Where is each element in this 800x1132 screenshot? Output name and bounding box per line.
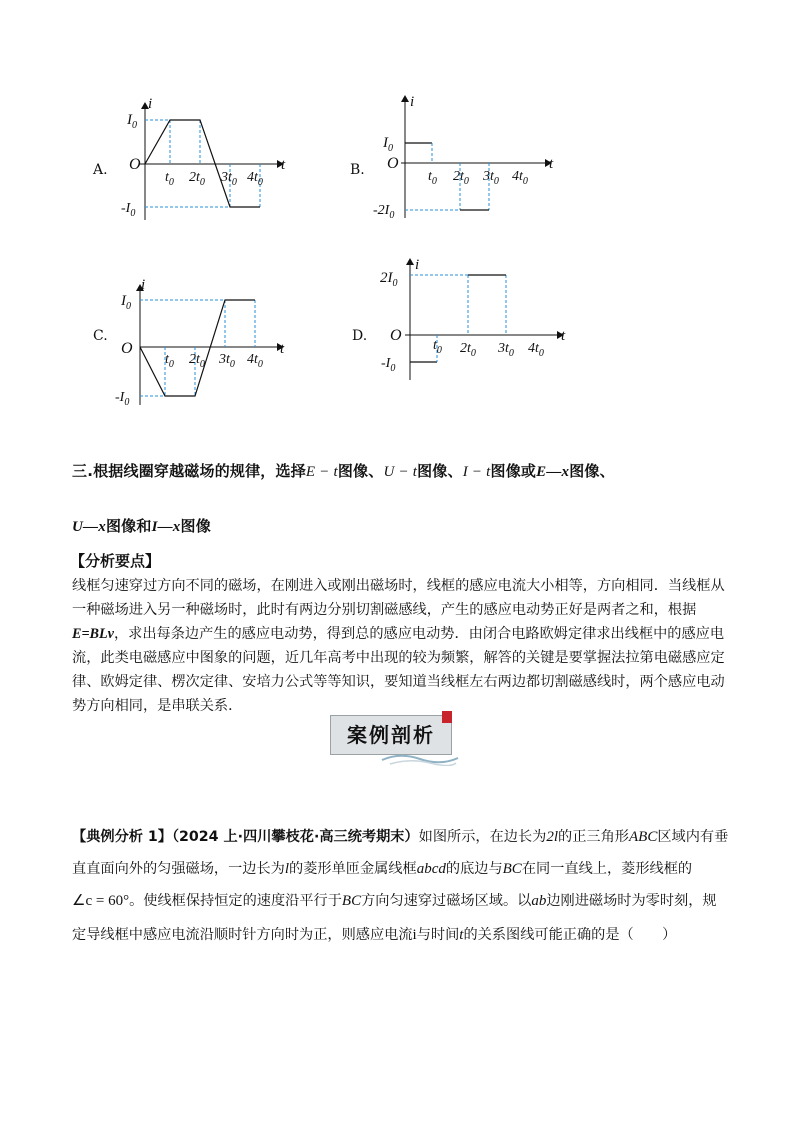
section-heading-line2: U—x图像和I—x图像: [72, 517, 211, 535]
svg-text:-I0: $-I_0$: [115, 390, 130, 408]
svg-text:2I0: $2I_0$: [380, 270, 398, 289]
analysis-paragraph: 线框匀速穿过方向不同的磁场，在刚进入或刚出磁场时，线框的感应电流大小相等，方向相同．当线框从一种磁场进入另一种磁场时，此时有两边分别切割磁感线，产生的感应电动势正好是两者之和，根据E=BLv，求出每条边产生的感应电动势，得到总的感应电动势．由闭合电路欧姆定律求出线框中的感应电流，此类电磁感应中图象的问题，近几年高考中出现的较为频繁，解答的关键是要掌握法拉第电磁感应定律、欧姆定律、楞次定律、安培力公式等等知识，要知道当线框左右两边都切割磁感线时，两个感应电动势方向相同，是串联关系．: [72, 578, 725, 714]
svg-text:t: t: [561, 328, 566, 344]
svg-text:i: i: [141, 277, 146, 293]
option-letter-d: D.: [352, 328, 368, 344]
svg-text:O: O: [387, 155, 399, 172]
graph-option-d: [365, 255, 575, 385]
svg-text:3t0: $3t_0$: [221, 170, 237, 188]
svg-text:t: t: [549, 156, 554, 172]
svg-text:-I0: $-I_0$: [381, 356, 396, 374]
svg-text:3t0: $3t_0$: [498, 341, 514, 359]
option-letter-a: A.: [93, 162, 108, 178]
case-study-banner: 案例剖析: [330, 715, 452, 755]
svg-text:t0: $t_0$: [433, 338, 442, 356]
example-line2: 直直面向外的匀强磁场，一边长为l的菱形单匝金属线框abcd的底边与BC在同一直线上，菱形线框的: [72, 861, 693, 877]
svg-text:t0: $t_0$: [165, 170, 174, 188]
example-line4: 定导线框中感应电流沿顺时针方向时为正，则感应电流i与时间t的关系图线可能正确的是（ ）: [72, 927, 677, 943]
graph-option-c: [85, 275, 305, 410]
svg-text:I0: $I_0$: [383, 135, 393, 154]
svg-text:2t0: $2t_0$: [460, 341, 476, 359]
svg-text:3t0: $3t_0$: [219, 352, 235, 370]
svg-text:2t0: $2t_0$: [189, 352, 205, 370]
svg-text:O: O: [129, 156, 141, 173]
svg-text:2t0: $2t_0$: [453, 169, 469, 187]
svg-text:-2I0: $-2I_0$: [373, 203, 395, 220]
graph-option-a: [85, 95, 305, 225]
svg-text:2t0: $2t_0$: [189, 170, 205, 188]
svg-text:4t0: $4t_0$: [512, 169, 528, 187]
option-letter-b: B.: [350, 162, 365, 178]
svg-text:t: t: [280, 341, 285, 357]
banner-accent: [442, 711, 452, 723]
example-line3: ∠c = 60°。使线框保持恒定的速度沿平行于BC方向匀速穿过磁场区域。以ab边刚进磁场时为零时刻，规: [72, 893, 717, 909]
svg-text:i: i: [410, 94, 415, 110]
svg-text:i: i: [415, 257, 420, 273]
analysis-title: 【分析要点】: [70, 552, 161, 570]
svg-text:I0: $I_0$: [127, 112, 137, 131]
svg-text:3t0: $3t_0$: [483, 169, 499, 187]
svg-text:4t0: $4t_0$: [247, 170, 263, 188]
svg-text:t0: $t_0$: [428, 169, 437, 187]
svg-text:i: i: [148, 96, 153, 112]
svg-text:t0: $t_0$: [165, 352, 174, 370]
svg-text:O: O: [121, 340, 133, 357]
banner-wave-decoration: [380, 752, 460, 766]
svg-text:4t0: $4t_0$: [247, 352, 263, 370]
example-line1: 【典例分析 1】（2024 上·四川攀枝花·高三统考期末）如图所示，在边长为2l的正三角形ABC区域内有垂: [72, 829, 729, 845]
graph-option-b: [365, 90, 565, 220]
svg-text:4t0: $4t_0$: [528, 341, 544, 359]
option-letter-c: C.: [93, 328, 108, 344]
svg-text:-I0: $-I_0$: [121, 201, 136, 219]
section-heading-line1: 三.根据线圈穿越磁场的规律，选择E − t图像、U − t图像、I − t图像或E—x图像、: [72, 462, 615, 480]
curve-c: [140, 300, 255, 396]
svg-text:I0: $I_0$: [121, 293, 131, 312]
svg-text:t: t: [281, 157, 286, 173]
svg-text:O: O: [390, 327, 402, 344]
